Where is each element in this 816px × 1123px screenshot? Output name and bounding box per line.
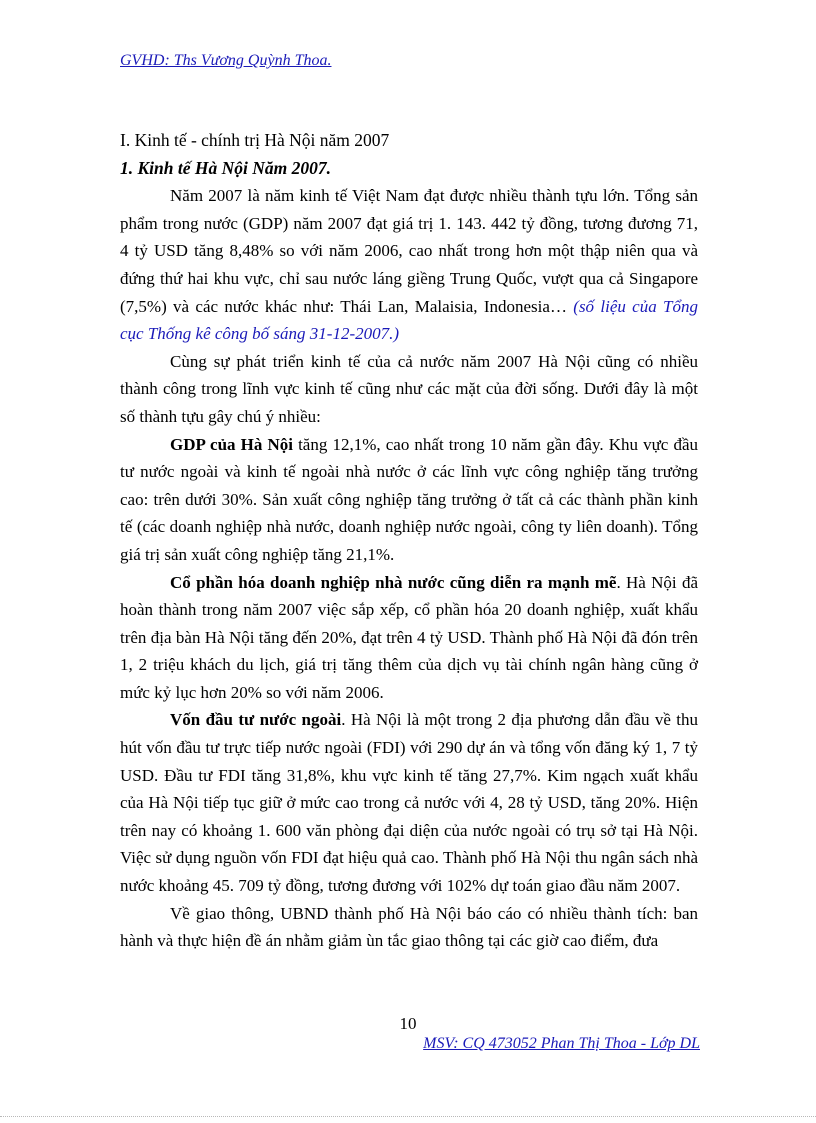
paragraph-text: . Hà Nội là một trong 2 địa phương dẫn đầu về thu hút vốn đầu tư trực tiếp nước ngoài (FDI) với 290 dự án và tổng vốn đăng ký 1, 7 tỷ USD. Đầu tư FDI tăng 31,8%, khu vực kinh tế tăng 27,7%. Kim ngạch xuất khẩu của Hà Nội tiếp tục giữ ở mức cao trong cả nước với 4, 28 tỷ USD, tăng 20%. Hiện trên nay có khoảng 1. 600 văn phòng đại diện của nước ngoài có trụ sở tại Hà Nội. Việc sử dụng nguồn vốn FDI đạt hiệu quả cao. Thành phố Hà Nội thu ngân sách nhà nước khoảng 45. 709 tỷ đồng, tương đương với 102% dự toán giao đầu năm 2007. <box>120 710 698 896</box>
page-number: 10 <box>399 1014 417 1033</box>
paragraph-hanoi-gdp <box>120 431 698 569</box>
paragraph-gdp-vietnam <box>120 182 698 348</box>
paragraph-hanoi-intro: Cùng sự phát triển kinh tế của cả nước năm 2007 Hà Nội cũng có nhiều thành công trong lĩnh vực kinh tế cũng như các mặt của đời sống. Dưới đây là một số thành tựu gây chú ý nhiều: <box>120 351 698 426</box>
bold-lead: Cổ phần hóa doanh nghiệp nhà nước cũng diễn ra mạnh mẽ <box>170 572 617 592</box>
page-bottom-divider <box>0 1116 816 1117</box>
subsection-heading: 1. Kinh tế Hà Nội Năm 2007. <box>120 157 331 178</box>
paragraph-equitization <box>120 569 698 707</box>
paragraph-fdi <box>120 706 698 899</box>
bold-lead: GDP của Hà Nội <box>170 434 293 454</box>
header-supervisor: GVHD: Ths Vương Quỳnh Thoa. <box>120 52 332 69</box>
paragraph-text: tăng 12,1%, cao nhất trong 10 năm gần đây. Khu vực đầu tư nước ngoài và kinh tế ngoài nhà nước ở các lĩnh vực công nghiệp tăng trưởng cao: trên dưới 30%. Sản xuất công nghiệp tăng trưởng ở tất cả các thành phần kinh tế (các doanh nghiệp nhà nước, doanh nghiệp nước ngoài, công ty liên doanh). Tổng giá trị sản xuất công nghiệp tăng 21,1%. <box>120 434 698 564</box>
paragraph-text: Năm 2007 là năm kinh tế Việt Nam đạt được nhiều thành tựu lớn. Tổng sản phẩm trong nước (GDP) năm 2007 đạt giá trị 1. 143. 442 tỷ đồng, tương đương 71, 4 tỷ USD tăng 8,48% so với năm 2006, cao nhất trong hơn một thập niên qua và đứng thứ hai khu vực, chỉ sau nước láng giềng Trung Quốc, vượt qua cả Singapore (7,5%) và các nước khác như: Thái Lan, Malaisia, Indonesia… <box>120 186 698 316</box>
section-heading: I. Kinh tế - chính trị Hà Nội năm 2007 <box>120 130 390 150</box>
bold-lead: Vốn đầu tư nước ngoài <box>170 710 342 730</box>
footer-student: MSV: CQ 473052 Phan Thị Thoa - Lớp DL <box>423 1035 700 1052</box>
paragraph-text: . Hà Nội đã hoàn thành trong năm 2007 việc sắp xếp, cổ phần hóa 20 doanh nghiệp, xuất khẩu trên địa bàn Hà Nội tăng đến 20%, đạt trên 4 tỷ USD. Thành phố Hà Nội đã đón trên 1, 2 triệu khách du lịch, giá trị tăng thêm của dịch vụ tài chính ngân hàng cũng ở mức kỷ lục hơn 20% so với năm 2006. <box>120 572 698 702</box>
document-body <box>120 127 698 955</box>
paragraph-traffic: Về giao thông, UBND thành phố Hà Nội báo cáo có nhiều thành tích: ban hành và thực hiện đề án nhằm giảm ùn tắc giao thông tại các giờ cao điểm, đưa <box>120 903 698 951</box>
source-citation: (số liệu của Tổng cục Thống kê công bố sáng 31-12-2007.) <box>120 296 698 344</box>
